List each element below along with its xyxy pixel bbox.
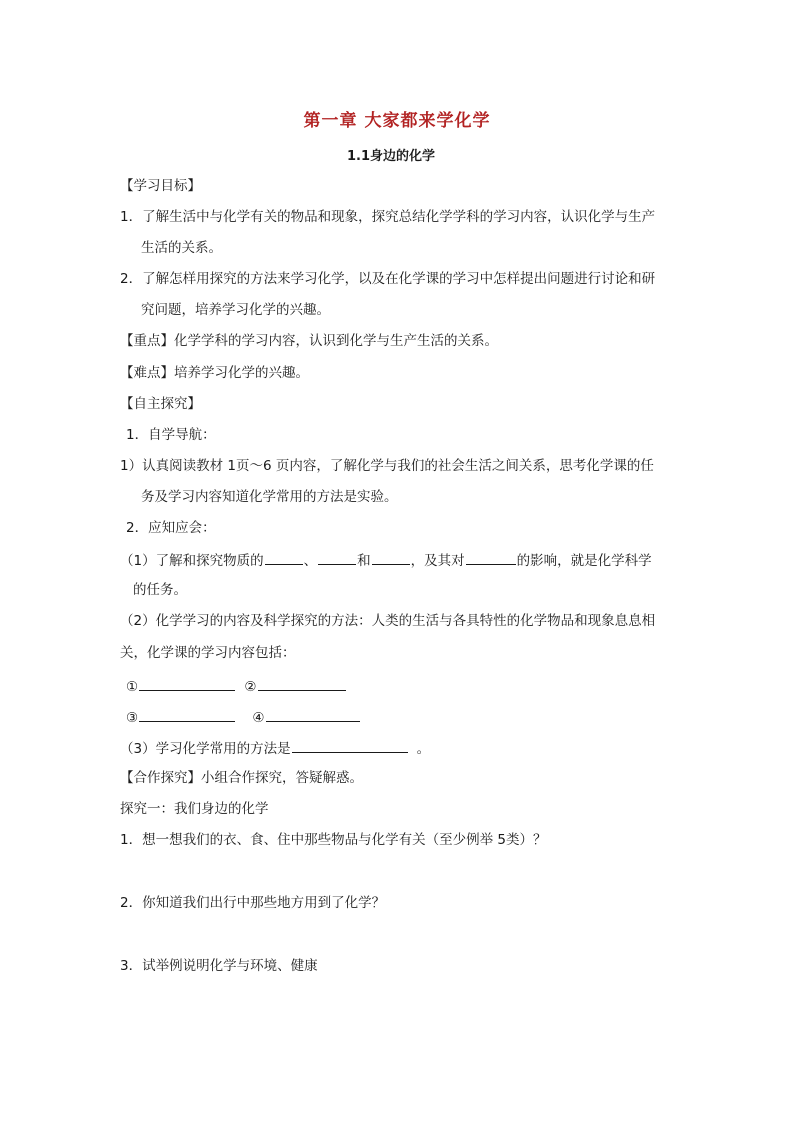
answer-blank[interactable] [372,550,410,565]
know-title: 2．应知应会： [126,520,216,536]
question-3-tail: 。 [416,741,431,757]
question-1-line-2: 的任务。 [133,582,187,598]
key-point: 【重点】化学学科的学习内容，认识到化学与生产生活的关系。 [120,333,498,349]
cooperate-heading: 【合作探究】小组合作探究，答疑解惑。 [120,770,363,786]
explore-1-question-2: 2．你知道我们出行中那些地方用到了化学？ [120,895,386,911]
explore-1-heading: 探究一：我们身边的化学 [120,801,269,817]
question-1-separator: ，及其对 [410,553,465,569]
answer-blank[interactable] [466,550,516,565]
content-row-2 [126,707,361,727]
circled-number-3: ③ [126,710,139,726]
answer-blank[interactable] [292,738,408,753]
circled-number-1: ① [126,679,139,695]
goals-heading: 【学习目标】 [120,178,201,194]
explore-1-question-3: 3．试举例说明化学与环境、健康 [120,958,318,974]
circled-number-4: ④ [252,710,265,726]
answer-blank[interactable] [266,707,360,722]
chapter-title: 第一章 大家都来学化学 [303,111,491,131]
goal-item-2-line-1: 2．了解怎样用探究的方法来学习化学，以及在化学课的学习中怎样提出问题进行讨论和研 [120,271,656,287]
question-3 [120,738,430,758]
goal-item-1-line-1: 1．了解生活中与化学有关的物品和现象，探究总结化学学科的学习内容，认识化学与生产 [120,209,656,225]
answer-blank[interactable] [265,550,303,565]
question-2-line-2: 关，化学课的学习内容包括： [120,645,296,661]
answer-blank[interactable] [258,676,346,691]
guide-line-1: 1）认真阅读教材 1页～6 页内容，了解化学与我们的社会生活之间关系，思考化学课的任 [120,458,654,474]
question-3-prefix: （3）学习化学常用的方法是 [120,741,291,757]
self-study-heading: 【自主探究】 [120,396,201,412]
question-1-separator: 、 [303,553,318,569]
question-1-line-1 [120,550,652,570]
answer-blank[interactable] [139,676,235,691]
answer-blank[interactable] [139,707,235,722]
goal-item-1-line-2: 生活的关系。 [141,240,222,256]
question-1-tail: 的影响，就是化学科学 [516,553,652,569]
content-row-1 [126,676,347,696]
answer-blank[interactable] [318,550,356,565]
guide-title: 1．自学导航： [126,427,216,443]
circled-number-2: ② [244,679,257,695]
guide-line-2: 务及学习内容知道化学常用的方法是实验。 [141,489,398,505]
goal-item-2-line-2: 究问题，培养学习化学的兴趣。 [141,302,330,318]
question-1-prefix: （1）了解和探究物质的 [120,553,264,569]
question-2-line-1: （2）化学学习的内容及科学探究的方法：人类的生活与各具特性的化学物品和现象息息相 [120,613,656,629]
explore-1-question-1: 1．想一想我们的衣、食、住中那些物品与化学有关（至少例举 5类）？ [120,832,547,848]
question-1-separator: 和 [357,553,371,569]
section-subtitle: 1.1身边的化学 [347,149,436,164]
difficult-point: 【难点】培养学习化学的兴趣。 [120,365,309,381]
